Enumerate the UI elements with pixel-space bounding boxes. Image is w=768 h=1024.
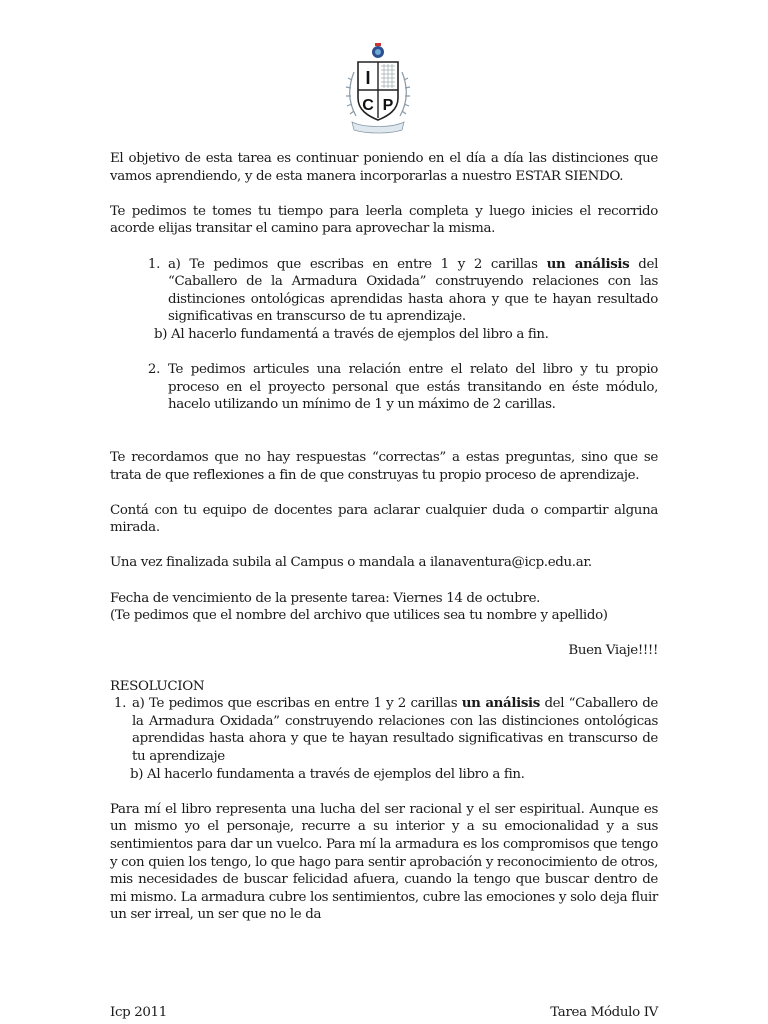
icp-crest-logo — [344, 42, 412, 134]
due-date-line: Fecha de vencimiento de la presente tarea: Viernes 14 de octubre. — [110, 590, 541, 606]
signoff: Buen Viaje!!!! — [568, 643, 658, 659]
notes-paragraph-2: Contá con tu equipo de docentes para aclarar cualquier duda o compartir alguna mirada. — [110, 502, 658, 536]
task-item-2-text: Te pedimos articules una relación entre el relato del libro y tu propio proceso en el proyecto personal que estás transitando en éste módulo, hacelo utilizando un mínimo de 1 y un máximo de 2 carillas. — [168, 362, 658, 413]
resolution-item-1-bold: un análisis — [461, 695, 540, 712]
task-item-2 — [110, 361, 658, 414]
notes-paragraph-1: Te recordamos que no hay respuestas “correctas” a estas preguntas, sino que se trata de que reflexiones a fin de que construyas tu propio proceso de aprendizaje. — [110, 449, 658, 483]
intro-paragraph-1: El objetivo de esta tarea es continuar poniendo en el día a día las distinciones que vamos aprendiendo, y de esta manera incorporarlas a nuestro ESTAR SIENDO. — [110, 151, 658, 184]
svg-text:P: P — [382, 97, 394, 114]
task-item-1 — [110, 256, 658, 326]
resolution-item-1 — [110, 695, 658, 765]
resolution-item-1-number: 1. — [113, 696, 126, 712]
footer-right: Tarea Módulo IV — [550, 1005, 658, 1020]
task-item-1-text-pre: a) Te pedimos que escribas en entre 1 y 2 carillas — [168, 256, 547, 272]
intro-paragraph-2: Te pedimos te tomes tu tiempo para leerla completa y luego inicies el recorrido acorde elijas transitar el camino para aprovechar la misma. — [110, 203, 658, 237]
task-item-1-bold: un análisis — [546, 255, 630, 272]
task-item-2-number: 2. — [147, 362, 160, 378]
resolution-item-1-b: b) Al hacerlo fundamenta a través de ejemplos del libro a fin. — [130, 766, 525, 782]
task-item-1-b: b) Al hacerlo fundamentá a través de ejemplos del libro a fin. — [154, 326, 549, 342]
filename-instruction: (Te pedimos que el nombre del archivo que utilices sea tu nombre y apellido) — [110, 608, 608, 624]
task-item-1-number: 1. — [147, 256, 160, 272]
resolution-heading: RESOLUCION — [110, 678, 205, 694]
document-body — [110, 150, 658, 924]
footer-left: Icp 2011 — [110, 1005, 167, 1020]
task-item-1-text-post: del “Caballero de la Armadura Oxidada” construyendo relaciones con las distinciones ontológicas aprendidas hasta ahora y que te hayan resultado significativas en transcurso de tu aprendizaje. — [168, 256, 659, 325]
resolution-answer: Para mí el libro representa una lucha del ser racional y el ser espiritual. Aunque es un mismo yo el personaje, recurre a su interior y a su emocionalidad y a sus sentimientos para dar un vuelco. Para mí la armadura es los compromisos que tengo y con quien los tengo, lo que hago para sentir aprobación y reconocimiento de otros, mis necesidades de buscar felicidad afuera, cuando la tengo que buscar dentro de mi mismo. La armadura cubre los sentimientos, cubre las emociones y solo deja fluir un ser irreal, un ser que no le da — [110, 801, 658, 923]
resolution-item-1-text-post: del “Caballero de la Armadura Oxidada” construyendo relaciones con las distinciones ontológicas aprendidas hasta ahora y que te hayan resultado significativas en transcurso de tu aprendizaje — [132, 696, 659, 764]
svg-text:I: I — [365, 68, 371, 88]
svg-text:C: C — [362, 97, 374, 114]
resolution-item-1-text-pre: a) Te pedimos que escribas en entre 1 y 2 carillas — [132, 696, 462, 712]
notes-paragraph-3: Una vez finalizada subila al Campus o mandala a ilanaventura@icp.edu.ar. — [110, 555, 592, 571]
